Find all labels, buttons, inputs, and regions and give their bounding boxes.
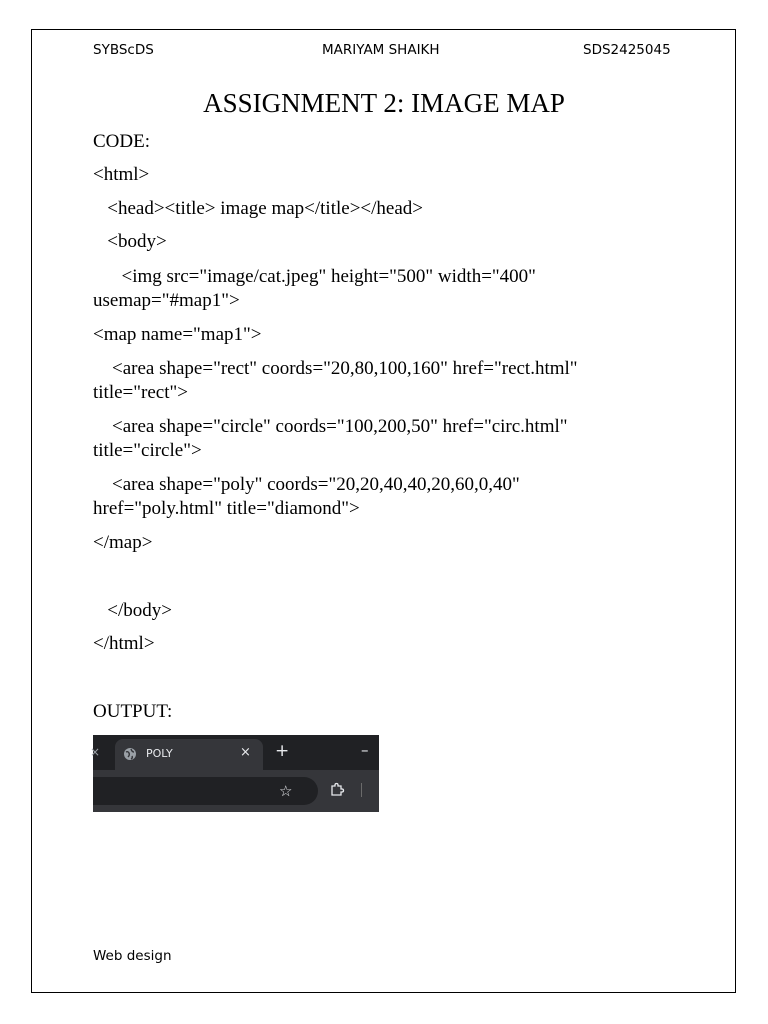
page-title: ASSIGNMENT 2: IMAGE MAP xyxy=(203,88,565,118)
browser-tab-strip xyxy=(90,735,379,770)
code-line: <html> xyxy=(93,164,150,185)
toolbar-separator xyxy=(361,783,362,797)
bookmark-star-icon[interactable]: ☆ xyxy=(279,782,293,800)
code-line: <head><title> image map</title></head> xyxy=(93,198,423,219)
code-line: <area shape="rect" coords="20,80,100,160" href="rect.html" title="rect"> xyxy=(93,358,583,403)
code-line: <img src="image/cat.jpeg" height="500" width="400" usemap="#map1"> xyxy=(93,266,541,311)
new-tab-icon[interactable]: + xyxy=(275,741,290,761)
tab-close-icon[interactable]: × xyxy=(240,745,251,760)
globe-icon xyxy=(123,747,137,761)
code-line: </body> xyxy=(93,600,172,621)
header-class: SYBScDS xyxy=(93,42,154,58)
header-roll-number: SDS2425045 xyxy=(583,42,671,58)
code-line: <area shape="circle" coords="100,200,50" href="circ.html" title="circle"> xyxy=(93,416,573,461)
code-line: </map> xyxy=(93,532,153,553)
extensions-icon[interactable] xyxy=(329,782,345,798)
header-student-name: MARIYAM SHAIKH xyxy=(322,42,440,58)
browser-screenshot xyxy=(90,735,379,812)
code-line: <body> xyxy=(93,231,167,252)
code-label: CODE: xyxy=(93,131,150,152)
output-label: OUTPUT: xyxy=(93,701,173,722)
code-line: <map name="map1"> xyxy=(93,324,262,345)
address-bar[interactable] xyxy=(93,777,318,805)
code-line: </html> xyxy=(93,633,155,654)
footer-text: Web design xyxy=(93,948,172,964)
prev-tab-close-icon[interactable]: × xyxy=(90,745,101,759)
tab-title: POLY xyxy=(146,747,173,760)
browser-toolbar xyxy=(93,770,379,812)
code-line: <area shape="poly" coords="20,20,40,40,20,60,0,40" href="poly.html" title="diamond"> xyxy=(93,474,525,519)
minimize-icon[interactable]: – xyxy=(361,741,369,759)
browser-tab[interactable] xyxy=(115,739,263,770)
